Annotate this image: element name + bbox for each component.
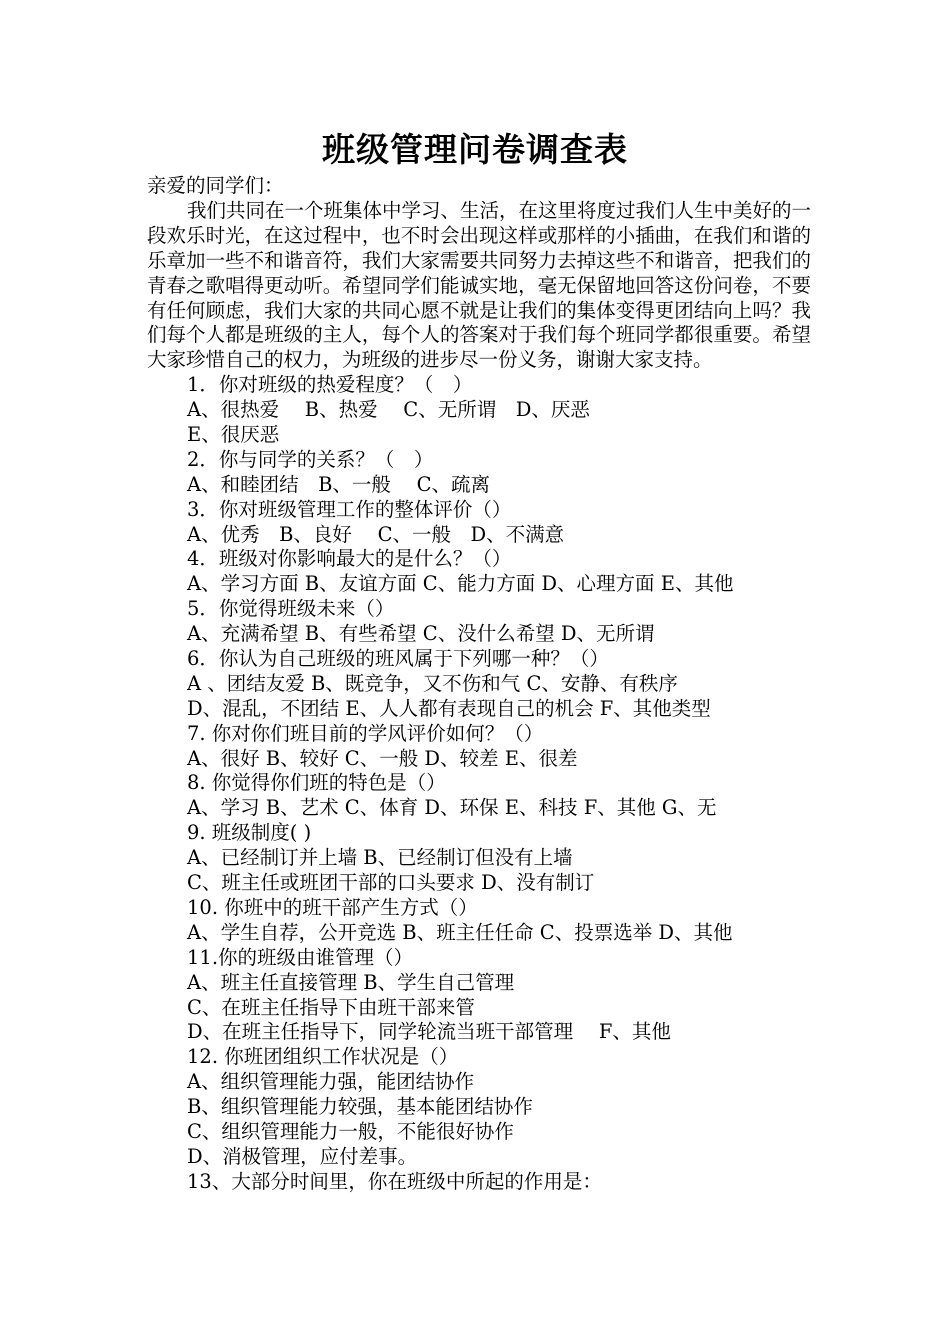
option-line: C、班主任或班团干部的口头要求 D、没有制订: [187, 871, 595, 895]
option-line: A、充满希望 B、有些希望 C、没什么希望 D、无所谓: [187, 622, 655, 646]
option-line: C、在班主任指导下由班干部来管: [187, 995, 475, 1019]
question-line: 2．你与同学的关系？（ ）: [187, 447, 434, 471]
option-line: E、很厌恶: [187, 423, 280, 447]
option-line: C、组织管理能力一般，不能很好协作: [187, 1119, 514, 1143]
option-line: B、组织管理能力较强，基本能团结协作: [187, 1095, 533, 1119]
question-line: 5．你觉得班级未来（）: [187, 597, 395, 621]
question-line: 13、大部分时间里，你在班级中所起的作用是：: [187, 1169, 602, 1193]
option-line: A 、团结友爱 B、既竞争，又不伤和气 C、安静、有秩序: [187, 671, 678, 695]
option-line: A、班主任直接管理 B、学生自己管理: [187, 970, 515, 994]
question-line: 1．你对班级的热爱程度？（ ）: [187, 373, 473, 397]
option-line: A、很好 B、较好 C、一般 D、较差 E、很差: [187, 746, 578, 770]
question-line: 4．班级对你影响最大的是什么？（）: [187, 547, 512, 571]
option-line: D、混乱，不团结 E、人人都有表现自己的机会 F、其他类型: [187, 696, 711, 720]
option-line: A、优秀 B、良好 C、一般 D、不满意: [187, 522, 565, 546]
option-line: A、学生自荐，公开竞选 B、班主任任命 C、投票选举 D、其他: [187, 920, 733, 944]
option-line: A、学习方面 B、友谊方面 C、能力方面 D、心理方面 E、其他: [187, 572, 734, 596]
document-body: [147, 174, 811, 1195]
question-line: 11.你的班级由谁管理（）: [187, 945, 414, 969]
question-line: 8. 你觉得你们班的特色是（）: [187, 771, 446, 795]
page-title: 班级管理问卷调查表: [322, 130, 628, 169]
option-line: D、消极管理，应付差事。: [187, 1144, 418, 1168]
option-line: A、已经制订并上墙 B、已经制订但没有上墙: [187, 846, 573, 870]
option-line: D、在班主任指导下，同学轮流当班干部管理 F、其他: [187, 1020, 671, 1044]
question-line: 7. 你对你们班目前的学风评价如何？（）: [187, 721, 544, 745]
question-line: 3．你对班级管理工作的整体评价（）: [187, 497, 512, 521]
question-line: 10. 你班中的班干部产生方式（）: [187, 895, 478, 919]
greeting: 亲爱的同学们：: [147, 174, 284, 197]
question-line: 9. 班级制度( ): [187, 821, 312, 845]
option-line: A、和睦团结 B、一般 C、疏离: [187, 472, 491, 496]
option-line: A、很热爱 B、热爱 C、无所谓 D、厌恶: [187, 398, 590, 422]
option-line: A、组织管理能力强，能团结协作: [187, 1070, 475, 1094]
intro-paragraph: 我们共同在一个班集体中学习、生活，在这里将度过我们人生中美好的一段欢乐时光，在这过程中，也不时会出现这样或那样的小插曲，在我们和谐的乐章加一些不和谐音符，我们大家需要共同努力去掉这些不和谐音，把我们的青春之歌唱得更动听。希望同学们能诚实地，毫无保留地回答这份问卷，不要有任何顾虑，我们大家的共同心愿不就是让我们的集体变得更团结向上吗？我们每个人都是班级的主人，每个人的答案对于我们每个班同学都很重要。希望大家珍惜自己的权力，为班级的进步尽一份义务，谢谢大家支持。: [147, 198, 812, 372]
question-line: 12. 你班团组织工作状况是（）: [187, 1045, 459, 1069]
option-line: A、学习 B、艺术 C、体育 D、环保 E、科技 F、其他 G、无: [187, 796, 717, 820]
question-line: 6．你认为自己班级的班风属于下列哪一种？（）: [187, 647, 609, 671]
